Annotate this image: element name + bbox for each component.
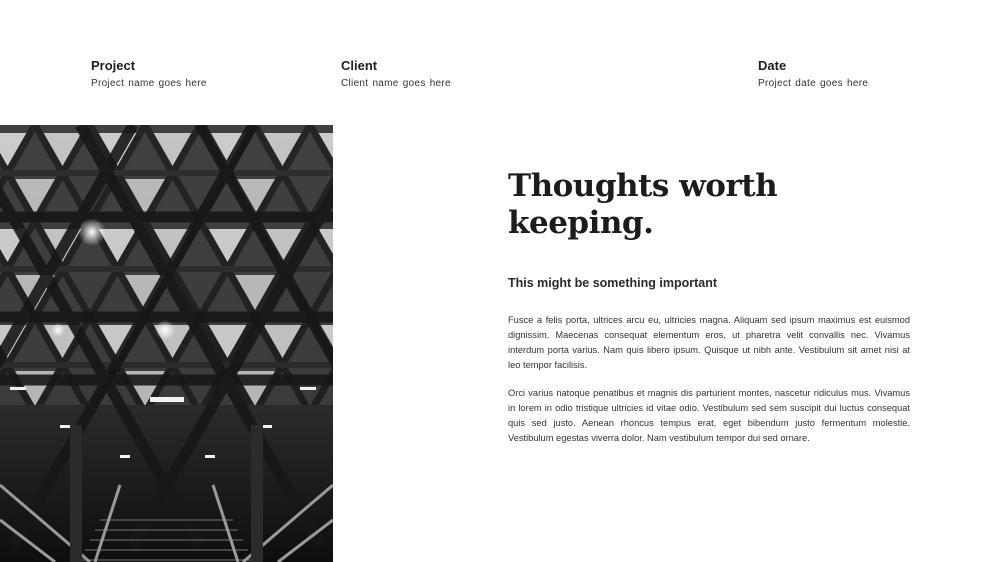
client-label: Client [341,58,378,73]
subheading: This might be something important [508,276,718,290]
client-value: Client name goes here [341,78,451,89]
date-meta [758,58,868,89]
roof-structure-image [0,125,333,562]
date-label: Date [758,58,787,73]
page-heading: Thoughts worth keeping. [508,168,778,241]
client-meta [341,58,451,89]
body-paragraph-1: Fusce a felis porta, ultrices arcu eu, ultricies magna. Aliquam sed ipsum maximus est euismod dignissim. Maecenas consequat elementum eros, ut pharetra velit convallis nec. Vivamus interdum porta varius. Nam quis libero ipsum. Quisque ut nibh ante. Vestibulum sit amet nisi at leo tempor facilisis. [508,315,910,370]
project-meta [91,58,207,89]
architecture-photo [0,125,333,562]
project-value: Project name goes here [91,78,207,89]
body-paragraph-2: Orci varius natoque penatibus et magnis dis parturient montes, nascetur ridiculus mus. Vivamus in lorem in odio tristique ultricies id vitae odio. Vestibulum sed sem suscipit dui luctus consequat quis sed justo. Aenean rhoncus tempus erat, eget bibendum justo fermentum molestie. Vestibulum egestas viverra dolor. Nam vestibulum tempor dui sed ornare. [508,388,910,443]
project-label: Project [91,58,136,73]
date-value: Project date goes here [758,78,869,89]
